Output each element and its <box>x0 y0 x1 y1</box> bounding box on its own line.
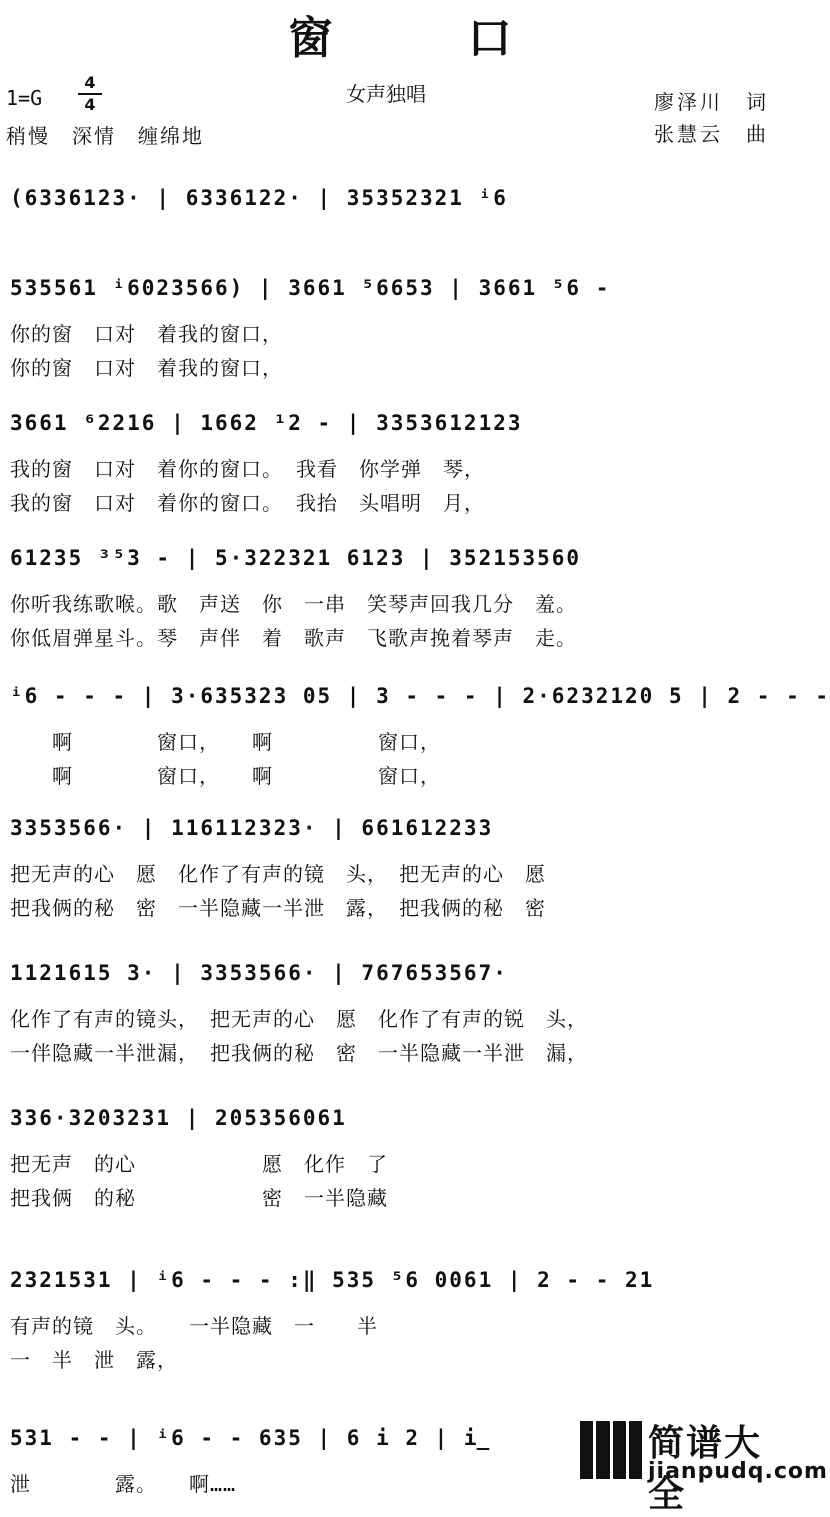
lyric-verse-1: 把无声 的心 愿 化作 了 <box>10 1152 388 1176</box>
lyric-verse-1: 我的窗 口对 着你的窗口。 我看 你学弹 琴， <box>10 457 486 481</box>
notation-line: 1121615 3· | 3353566· | 767653567· <box>10 961 508 985</box>
score-system-5 <box>10 678 830 798</box>
lyric-verse-2: 你低眉弹星斗。琴 声伴 着 歌声 飞歌声挽着琴声 走。 <box>10 626 577 650</box>
lyric-verse-1: 泄 露。 啊…… <box>10 1472 237 1496</box>
notation-line: 3353566· | 116112323· | 661612233 <box>10 816 494 840</box>
lyric-verse-2: 一伴隐藏一半泄漏， 把我俩的秘 密 一半隐藏一半泄 漏， <box>10 1041 588 1065</box>
notation-line: ⁱ6 - - - | 3·635323 05 | 3 - - - | 2·6232120 5 | 2 - - - <box>10 684 830 708</box>
time-signature-bottom: 4 <box>84 95 96 114</box>
score-system-2 <box>10 270 790 390</box>
tempo-marking: 稍慢 深情 缠绵地 <box>6 124 204 148</box>
notation-line: 336·3203231 | 205356061 <box>10 1106 347 1130</box>
time-signature-top: 4 <box>84 73 96 92</box>
lyric-verse-1: 化作了有声的镜头， 把无声的心 愿 化作了有声的锐 头， <box>10 1007 588 1031</box>
score-system-4 <box>10 540 790 660</box>
notation-line: 535561 ⁱ6023566) | 3661 ⁵6653 | 3661 ⁵6 - <box>10 276 611 300</box>
notation-line: 531 - - | ⁱ6 - - 635 | 6 i 2 | i̲ <box>10 1426 492 1450</box>
key-signature: 1=G <box>6 86 43 110</box>
song-title: 窗 口 <box>288 13 572 64</box>
watermark-site: jianpudq.com <box>648 1459 828 1484</box>
lyric-verse-2: 你的窗 口对 着我的窗口， <box>10 356 283 380</box>
score-system-6 <box>10 810 790 930</box>
score-system-1 <box>10 180 790 250</box>
lyric-verse-1: 有声的镜 头。 一半隐藏 一 半 <box>10 1314 378 1338</box>
score-system-8 <box>10 1100 790 1220</box>
lyric-verse-1: 啊 窗口， 啊 窗口， <box>10 730 441 754</box>
lyric-verse-1: 你的窗 口对 着我的窗口， <box>10 322 283 346</box>
lyric-verse-2: 把我俩 的秘 密 一半隐藏 <box>10 1186 388 1210</box>
lyric-verse-1: 你听我练歌喉。歌 声送 你 一串 笑琴声回我几分 羞。 <box>10 592 577 616</box>
lyric-verse-2: 把我俩的秘 密 一半隐藏一半泄 露， 把我俩的秘 密 <box>10 896 546 920</box>
performance-note: 女声独唱 <box>346 82 426 106</box>
lyric-verse-2: 我的窗 口对 着你的窗口。 我抬 头唱明 月， <box>10 491 486 515</box>
notation-line: 3661 ⁶2216 | 1662 ¹2 - | 3353612123 <box>10 411 523 435</box>
notation-line: 61235 ³⁵3 - | 5·322321 6123 | 352153560 <box>10 546 582 570</box>
score-system-7 <box>10 955 790 1075</box>
score-system-10 <box>10 1420 570 1500</box>
time-signature <box>78 74 102 114</box>
piano-keys-icon <box>580 1421 642 1479</box>
notation-line: 2321531 | ⁱ6 - - - :‖ 535 ⁵6 0061 | 2 - - 21 <box>10 1268 655 1292</box>
score-system-3 <box>10 405 790 525</box>
lyric-verse-2: 啊 窗口， 啊 窗口， <box>10 764 441 788</box>
notation-line: (6336123· | 6336122· | 35352321 ⁱ6 <box>10 186 508 210</box>
watermark-brand: 简谱大全 <box>648 1423 763 1515</box>
score-system-9 <box>10 1262 790 1382</box>
lyric-verse-2: 一 半 泄 露， <box>10 1348 178 1372</box>
composer-credit: 张慧云 曲 <box>654 122 769 146</box>
lyricist-credit: 廖泽川 词 <box>654 90 769 114</box>
lyric-verse-1: 把无声的心 愿 化作了有声的镜 头， 把无声的心 愿 <box>10 862 546 886</box>
watermark-logo <box>580 1413 828 1515</box>
